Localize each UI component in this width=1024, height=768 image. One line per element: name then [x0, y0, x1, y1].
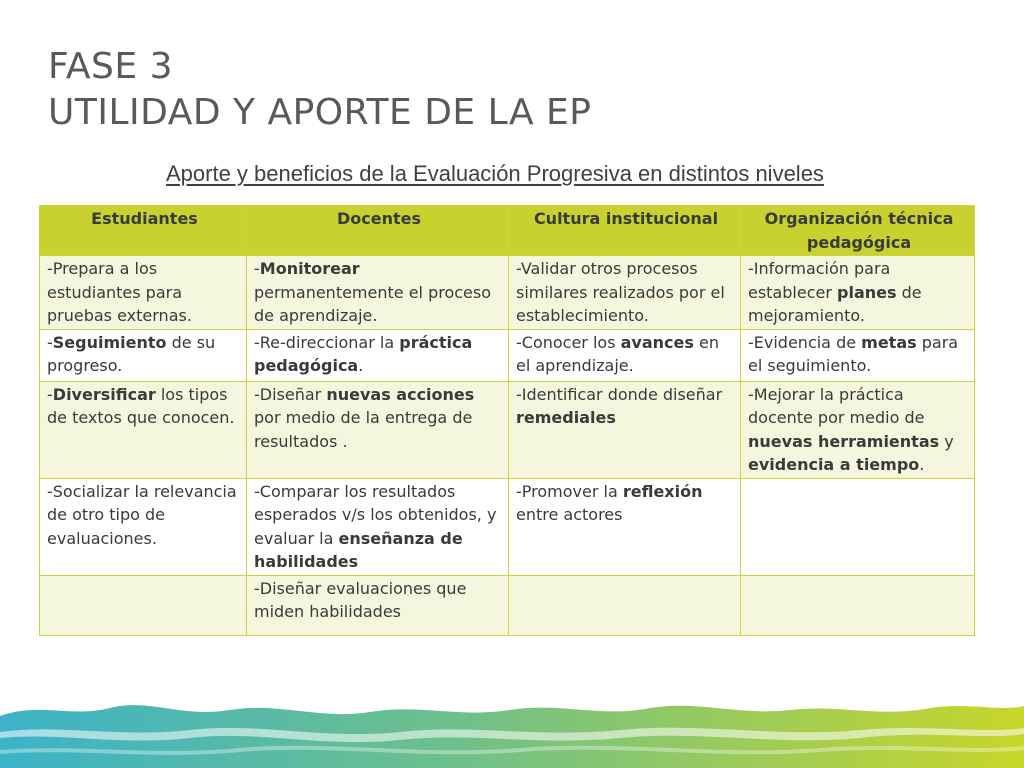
table-cell: -Socializar la relevancia de otro tipo de evaluaciones.	[40, 478, 247, 575]
table-cell: -Mejorar la práctica docente por medio de nuevas herramientas y evidencia a tiempo.	[741, 381, 975, 478]
decorative-brush-wave	[0, 688, 1024, 768]
table-cell: -Re-direccionar la práctica pedagógica.	[247, 329, 509, 381]
table-cell: -Diversificar los tipos de textos que conocen.	[40, 381, 247, 478]
table-cell: -Validar otros procesos similares realizados por el establecimiento.	[509, 256, 741, 330]
table-cell	[741, 478, 975, 575]
table-cell: -Evidencia de metas para el seguimiento.	[741, 329, 975, 381]
table-cell: -Diseñar evaluaciones que miden habilidades	[247, 575, 509, 635]
title-line-2: UTILIDAD Y APORTE DE LA EP	[48, 92, 592, 133]
table-header-row	[40, 206, 975, 256]
table-cell	[509, 575, 741, 635]
header-organizacion-tecnica: Organización técnica pedagógica	[741, 206, 975, 256]
table-row	[40, 478, 975, 575]
table-cell: -Comparar los resultados esperados v/s los obtenidos, y evaluar la enseñanza de habilidades	[247, 478, 509, 575]
table-row	[40, 256, 975, 330]
table-cell: -Diseñar nuevas acciones por medio de la entrega de resultados .	[247, 381, 509, 478]
table-cell: -Conocer los avances en el aprendizaje.	[509, 329, 741, 381]
table-row	[40, 381, 975, 478]
table-caption: Aporte y beneficios de la Evaluación Progresiva en distintos niveles	[166, 161, 824, 186]
header-estudiantes: Estudiantes	[40, 206, 247, 256]
table-row	[40, 329, 975, 381]
header-cultura-institucional: Cultura institucional	[509, 206, 741, 256]
table-cell: -Promover la reflexión entre actores	[509, 478, 741, 575]
title-line-1: FASE 3	[48, 46, 173, 87]
table-cell	[40, 575, 247, 635]
table-row	[40, 575, 975, 635]
table-cell	[741, 575, 975, 635]
table-cell: -Información para establecer planes de mejoramiento.	[741, 256, 975, 330]
header-docentes: Docentes	[247, 206, 509, 256]
benefits-table	[39, 205, 975, 636]
table-cell: -Identificar donde diseñar remediales	[509, 381, 741, 478]
slide-title	[48, 44, 592, 136]
table-cell: -Prepara a los estudiantes para pruebas externas.	[40, 256, 247, 330]
table-cell: -Monitorear permanentemente el proceso de aprendizaje.	[247, 256, 509, 330]
table-cell: -Seguimiento de su progreso.	[40, 329, 247, 381]
